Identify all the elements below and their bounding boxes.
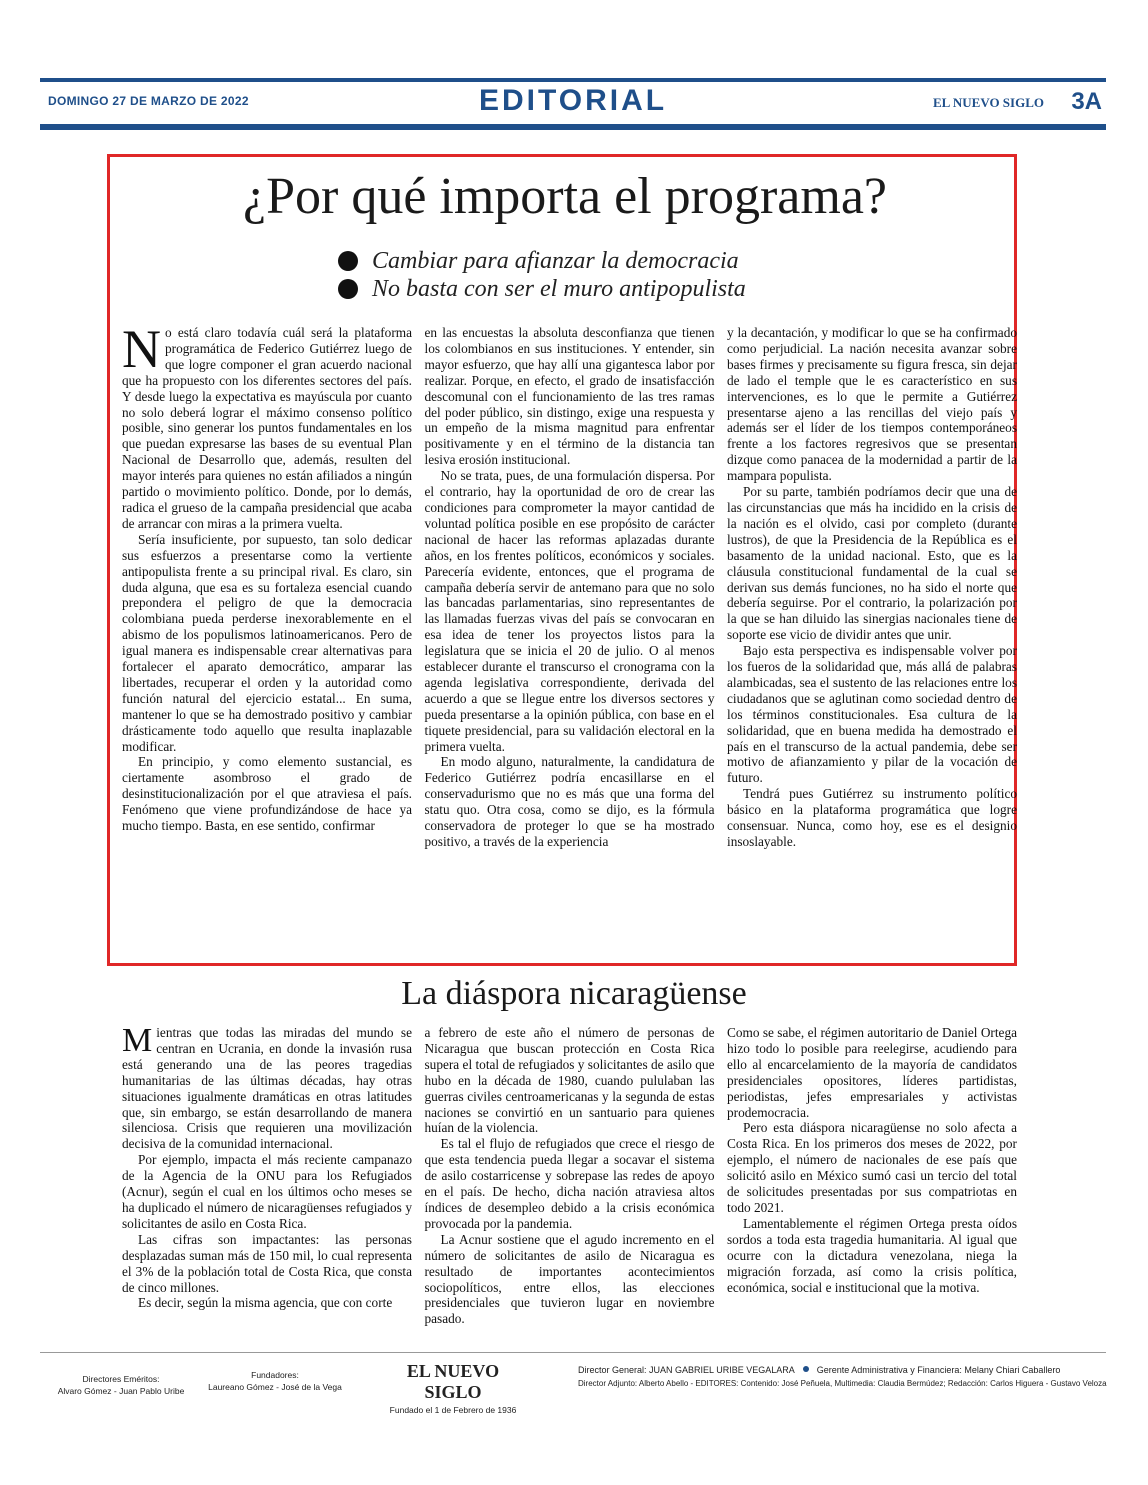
subheading: Cambiar para afianzar la democracia bbox=[338, 247, 938, 275]
bullet-icon bbox=[338, 279, 358, 299]
footer-logo: EL NUEVO SIGLO Fundado el 1 de Febrero de 1936 bbox=[389, 1361, 517, 1415]
diaspora-column-3: Como se sabe, el régimen autoritario de Daniel Ortega hizo todo lo posible para reelegirse, acudiendo para ello al encarcelamiento de la mayoría de candidatos presidenciales opositores, líderes partidistas, periodistas, jefes empresariales y activistas prodemocracia. Pero esta diáspora nicaragüense no solo afecta a Costa Rica. En los primeros dos meses de 2022, por ejemplo, el número de nacionales de ese país que solicitó asilo en México sumó casi un tercio del total de solicitudes presentadas por sus compatriotas en todo 2021. Lamentablemente el régimen Ortega presta oídos sordos a toda esta tragedia humanitaria. Al igual que ocurre con la dictadura venezolana, niega la migración forzada, así como la crisis política, económica, social e institucional que la motiva. bbox=[727, 1025, 1017, 1295]
subheading: No basta con ser el muro antipopulista bbox=[338, 275, 938, 303]
founders: Fundadores: Laureano Gómez - José de la Vega bbox=[208, 1370, 342, 1392]
header-bottom-rule bbox=[40, 124, 1106, 130]
header-top-rule bbox=[40, 78, 1106, 82]
newspaper-brand: EL NUEVO SIGLO bbox=[933, 95, 1044, 110]
bullet-icon bbox=[338, 251, 358, 271]
editorial-body bbox=[122, 319, 1017, 850]
editorial-column-3: y la decantación, y modificar lo que se ha confirmado como perjudicial. La nación necesita avanzar sobre bases firmes y precisamente su figura fresca, sin dejar de lado el temple que le es característico en sus intervenciones, es lo que le permite a Gutiérrez presentarse ajeno a las rencillas del viejo país y además ser el líder de los tiempos contemporáneos frente a los factores regresivos que se presentan dizque como panacea de la modernidad a partir de la mampara populista. Por su parte, también podríamos decir que una de las circunstancias que más ha incidido en la crisis de la nación es el olvido, casi por completo (durante lustros), de que la Presidencia de la República es el basamento de la unidad nacional. Esto, que es la cláusula constitucional fundamental de la cual se derivan sus demás funciones, no ha sido el norte que debería seguirse. Por el contrario, la polarización por la que se han diluido las sinergias nacionales tiene de soporte ese vicio de dividir antes que unir. Bajo esta perspectiva es indispensable volver por los fueros de la solidaridad que, más allá de palabras alambicadas, sea el sustento de las relaciones entre los ciudadanos que se aglutinan como sociedad dentro de los términos constitucionales. Esa cultura de la solidaridad, que en buena medida ha demostrado el país en el transcurso de la actual pandemia, debe ser motivo de afianzamiento y pilar de la vocación de futuro. Tendrá pues Gutiérrez su instrumento político básico en la plataforma programática que logre consensuar. Nunca, como hoy, ese es el designio insoslayable. bbox=[727, 325, 1017, 849]
editorial-column-1: No está claro todavía cuál será la plataforma programática de Federico Gutiérrez luego de que logre componer el gran acuerdo nacional que ha propuesto con los diferentes sectores del país. Y desde luego la expectativa es mayúscula por cuanto no solo deberá lograr el máximo consenso político posible, sino generar los puntos fundamentales en los que puedan expresarse las bases de su eventual Plan Nacional de Desarrollo que, además, resulten del mayor interés para quienes no están afiliados a ningún partido o movimiento político. Donde, por lo demás, radica el grueso de la campaña presidencial que acaba de arrancar con miras a la primera vuelta. Sería insuficiente, por supuesto, tan solo dedicar sus esfuerzos a presentarse como la vertiente antipopulista frente a su principal rival. Es claro, sin duda alguna, que esa es su fortaleza esencial cuando prepondera el peligro de que la democracia colombiana pueda perderse inexorablemente en el abismo de los populismos latinoamericanos. Pero de igual manera es indispensable crear alternativas para fortalecer el aparato democrático, amparar las libertades, recuperar el orden y la autoridad como función natural del ejercicio estatal... En suma, mantener lo que se ha demostrado positivo y cambiar drásticamente todo aquello que resulta inaplazable modificar. En principio, y como elemento sustancial, es ciertamente asombroso el grado de desinstitucionalización por el que atraviesa el país. Fenómeno que viene profundizándose de hace ya mucho tiempo. Basta, en ese sentido, confirmar bbox=[122, 319, 412, 834]
drop-cap: N bbox=[122, 319, 161, 379]
editorial-column-2: en las encuestas la absoluta desconfianza que tienen los colombianos en sus instituciones. Y entender, sin mayor esfuerzo, que hay allí una gigantesca labor por realizar. Porque, en efecto, el grado de insatisfacción descomunal con el funcionamiento de las tres ramas del poder público, sin distingo, exige una respuesta y un empeño de la misma magnitud para enfrentar positivamente y en el término de la distancia tan lesiva erosión institucional. No se trata, pues, de una formulación dispersa. Por el contrario, hay la oportunidad de oro de crear las condiciones para comprometer la mayor cantidad de voluntad política posible en ese propósito de carácter nacional de hacer las reformas aplazadas durante años, en los frentes políticos, económicos y sociales. Parecería evidente, entonces, que el programa de campaña debería servir de antemano para que no solo las bancadas parlamentarias, sino representantes de las llamadas fuerzas vivas del país se convocaran en esa idea de tener los proyectos listos para la legislatura que se inicia el 20 de julio. O al menos establecer durante el transcurso el cronograma con la agenda legislativa correspondiente, derivada del acuerdo a que se llegue entre los diversos sectores y pueda presentarse a la opinión pública, con base en el tiquete presidencial, para su validación electoral en la primera vuelta. En modo alguno, naturalmente, la candidatura de Federico Gutiérrez podría encasillarse en el conservadurismo que no es más que una forma del statu quo. Otra cosa, como se dijo, es la fórmula conservadora de proteger lo que se ha mostrado positivo, a través de la experiencia bbox=[424, 325, 715, 849]
section-title: EDITORIAL bbox=[478, 84, 668, 117]
masthead-footer bbox=[40, 1352, 1107, 1415]
diaspora-column-2: a febrero de este año el número de personas de Nicaragua que buscan protección en Costa Rica supera el total de refugiados y solicitantes de asilo que hubo en la década de 1980, cuando pululaban las guerras civiles centroamericanas y la segunda de estas naciones se convirtió en un santuario para quienes huían de la violencia. Es tal el flujo de refugiados que crece el riesgo de que esta tendencia pueda llegar a socavar el sistema de asilo costarricense y sobrepase las redes de apoyo en el país. De hecho, dicha nación atraviesa altos índices de desempleo debido a la crisis económica provocada por la pandemia. La Acnur sostiene que el agudo incremento en el número de solicitantes de asilo de Nicaragua es resultado de importantes acontecimientos sociopolíticos, entre ellos, las elecciones presidenciales que tuvieron lugar en noviembre pasado. bbox=[424, 1025, 715, 1327]
staff-credits: Director General: JUAN GABRIEL URIBE VEGALARA Gerente Administrativa y Financiera: Melany Chiari Caballero Director Adjunto: Alberto Abello - EDITORES: Contenido: José Peñuela, Multimedia: Claudia Bermúdez; Redacción: Carlos Higuera - Gustavo Veloza bbox=[578, 1365, 1107, 1388]
page-header bbox=[40, 78, 1106, 130]
separator-dot-icon bbox=[803, 1366, 809, 1372]
diaspora-headline: La diáspora nicaragüense bbox=[401, 975, 747, 1012]
editorial-headline: ¿Por qué importa el programa? bbox=[243, 168, 887, 225]
editorial-subheadings bbox=[338, 247, 938, 303]
drop-cap: M bbox=[122, 1022, 153, 1059]
emeritus-directors: Directores Eméritos: Alvaro Gómez - Juan Pablo Uribe bbox=[57, 1374, 185, 1396]
diaspora-body bbox=[122, 1022, 1017, 1327]
issue-date: DOMINGO 27 DE MARZO DE 2022 bbox=[48, 94, 249, 108]
diaspora-column-1: Mientras que todas las miradas del mundo se centran en Ucrania, en donde la invasión rusa está generando una de las peores tragedias humanitarias de las últimas décadas, hay otras situaciones igualmente dramáticas en otras latitudes que, sin embargo, se están desarrollando de manera silenciosa. Crisis que requieren una movilización decisiva de la comunidad internacional. Por ejemplo, impacta el más reciente campanazo de la Agencia de la ONU para los Refugiados (Acnur), según el cual en los últimos ocho meses se ha duplicado el número de nicaragüenses refugiados y solicitantes de asilo en Costa Rica. Las cifras son impactantes: las personas desplazadas suman más de 150 mil, lo cual representa el 3% de la población total de Costa Rica, que consta de cinco millones. Es decir, según la misma agencia, que con corte bbox=[122, 1022, 412, 1311]
page-number: 3A bbox=[1071, 88, 1102, 115]
